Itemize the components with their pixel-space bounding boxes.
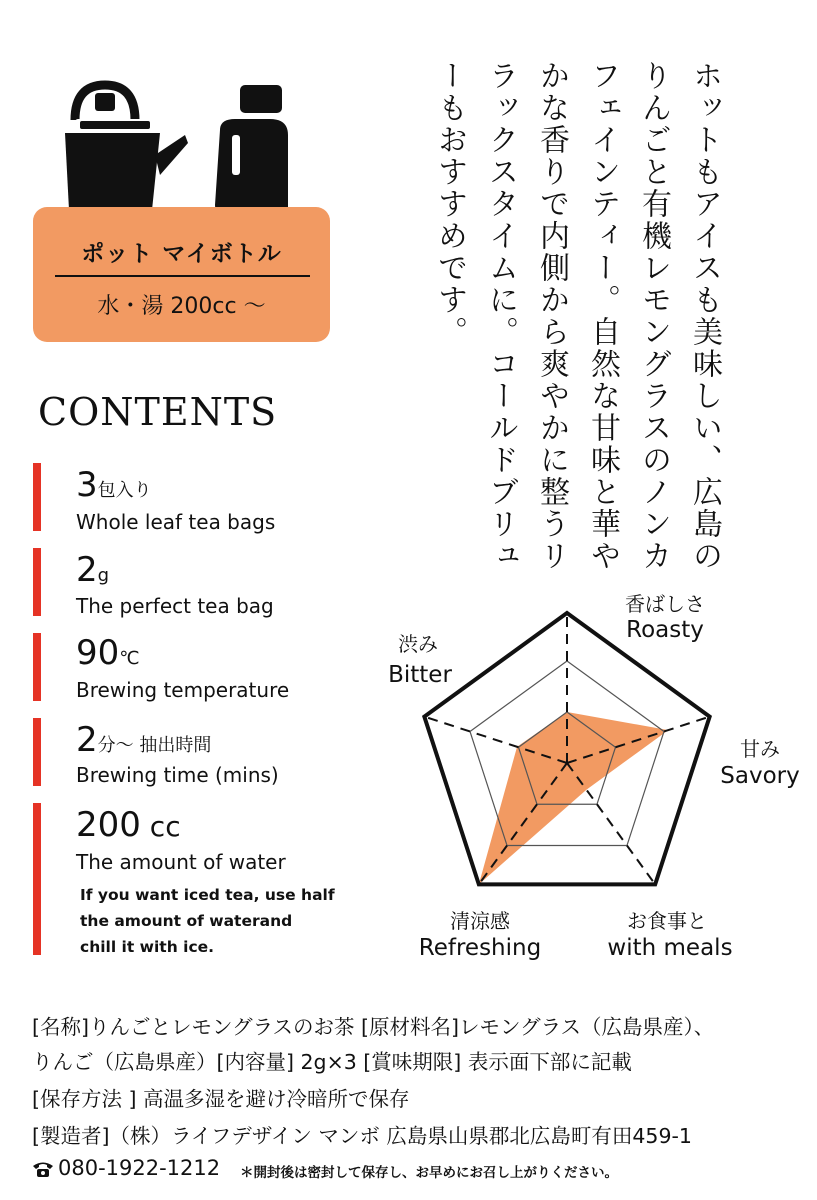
axis-label-en: Savory: [720, 763, 800, 789]
phone-icon: [32, 1161, 54, 1177]
product-info-line: [保存方法 ] 高温多湿を避け冷暗所で保存: [32, 1087, 410, 1111]
brew-method-title: ポット マイボトル: [81, 241, 282, 267]
content-label: The amount of water: [76, 850, 286, 874]
content-bar: [33, 548, 41, 616]
axis-label-ja: お食事と: [627, 909, 707, 933]
axis-label-en: Refreshing: [418, 935, 542, 961]
content-value: 90℃: [76, 633, 140, 673]
brew-method-card: [33, 207, 330, 342]
brew-water-amount: 水・湯 200cc ～: [97, 294, 266, 319]
storage-note: ＊開封後は密封して保存し、お早めにお召し上がりください。: [240, 1165, 618, 1181]
phone-number-line: [32, 1156, 220, 1180]
content-label: Whole leaf tea bags: [76, 510, 276, 534]
product-info-line: りんご（広島県産）[内容量] 2g×3 [賞味期限] 表示面下部に記載: [32, 1050, 632, 1074]
content-bar: [33, 463, 41, 531]
content-label: Brewing time (mins): [76, 763, 279, 787]
content-bar: [33, 718, 41, 786]
contents-title: CONTENTS: [38, 390, 278, 434]
axis-label-en: with meals: [607, 935, 733, 961]
radar-axis-spoke: [567, 763, 655, 884]
card-divider: [55, 275, 310, 277]
flavor-value-area: [479, 712, 668, 884]
teapot-bottle-icons: [60, 75, 300, 225]
product-info-line: [製造者]（株）ライフデザイン マンボ 広島県山県郡北広島町有田459-1: [32, 1124, 692, 1148]
axis-label-en: Bitter: [388, 662, 452, 688]
teapot-icon: [65, 85, 188, 220]
iced-tea-note: If you want iced tea, use half the amount of waterand chill it with ice.: [80, 886, 335, 956]
content-label: The perfect tea bag: [76, 594, 274, 618]
content-bar: [33, 633, 41, 701]
product-info-line: [名称]りんごとレモングラスのお茶 [原材料名]レモングラス（広島県産）、: [32, 1015, 715, 1039]
content-value: 2分～ 抽出時間: [76, 720, 212, 760]
content-bar: [33, 803, 41, 955]
axis-label-ja: 清涼感: [450, 909, 510, 933]
content-value: 2g: [76, 550, 110, 590]
content-label: Brewing temperature: [76, 678, 290, 702]
bottle-icon: [215, 85, 288, 219]
axis-label-ja: 甘み: [740, 737, 780, 761]
axis-label-en: Roasty: [626, 617, 704, 643]
content-value: 3包入り: [76, 465, 152, 505]
axis-label-ja: 渋み: [398, 632, 438, 656]
product-description: ホットもアイスも美味しい、広島のりんごと有機レモングラスのノンカフェインティー。自然な甘味と華やかな香りで内側から爽やかに整うリラックスタイムに。コールドブリューもおすすめです。: [432, 60, 722, 572]
content-value: 200 cc: [76, 805, 181, 845]
axis-label-ja: 香ばしさ: [625, 592, 705, 616]
phone-number: 080-1922-1212: [58, 1156, 221, 1180]
